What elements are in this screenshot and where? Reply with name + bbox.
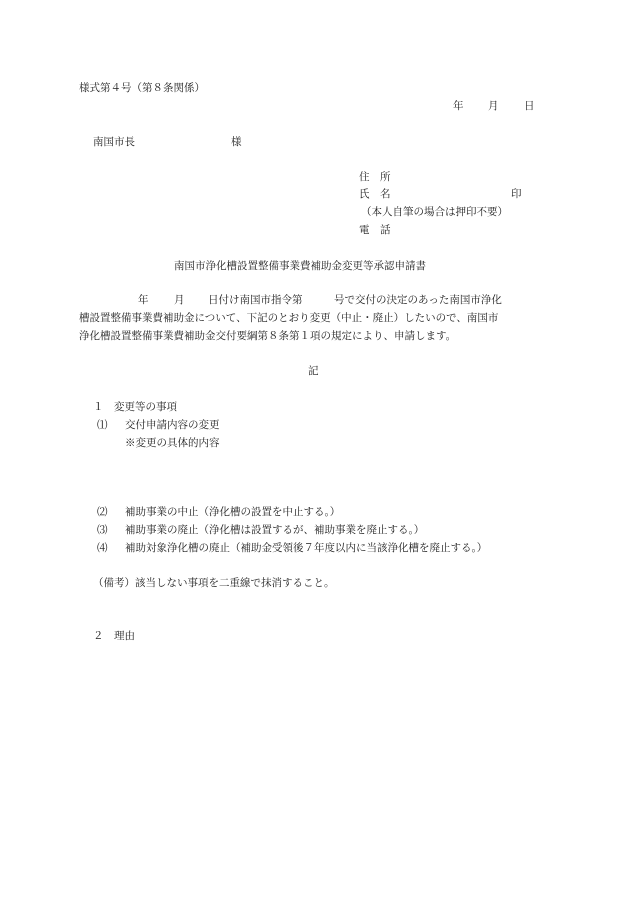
date-month: 月 [488, 100, 499, 112]
item-3-text: 補助事業の廃止（浄化槽は設置するが、補助事業を廃止する。） [125, 524, 425, 536]
item-4-num: ⑷ [97, 542, 108, 554]
item-3-num: ⑶ [97, 524, 108, 536]
section1-heading: １ 変更等の事項 [93, 401, 177, 413]
item-2-num: ⑵ [97, 506, 108, 518]
address-label: 住 所 [359, 171, 391, 183]
body-line2: 槽設置整備事業費補助金について、下記のとおり変更（中止・廃止）したいので、南国市 [79, 312, 499, 324]
form-number: 様式第４号（第８条関係） [79, 82, 205, 94]
phone-label: 電 話 [359, 224, 391, 236]
item-1-note: ※変更の具体的内容 [125, 437, 220, 449]
item-1-text: 交付申請内容の変更 [125, 419, 220, 431]
remark: （備考）該当しない事項を二重線で抹消すること。 [93, 577, 335, 589]
date-day: 日 [524, 100, 535, 112]
ki-marker: 記 [308, 365, 319, 377]
seal-mark: 印 [511, 188, 522, 200]
body-line1-end: 号で交付の決定のあった南国市浄化 [334, 294, 502, 306]
body-month: 月 [174, 294, 185, 306]
body-line1-mid: 日付け南国市指令第 [208, 294, 303, 306]
item-4-text: 補助対象浄化槽の廃止（補助金受領後７年度以内に当該浄化槽を廃止する。） [125, 542, 488, 554]
body-line3: 浄化槽設置整備事業費補助金交付要綱第８条第１項の規定により、申請します。 [79, 330, 457, 342]
document-title: 南国市浄化槽設置整備事業費補助金変更等承認申請書 [174, 260, 426, 272]
name-label: 氏 名 [359, 188, 391, 200]
body-year: 年 [138, 294, 149, 306]
item-1-num: ⑴ [97, 419, 108, 431]
item-2-text: 補助事業の中止（浄化槽の設置を中止する。） [125, 506, 341, 518]
section2-heading: ２ 理由 [93, 630, 135, 642]
seal-note: （本人自筆の場合は押印不要） [361, 206, 508, 218]
recipient-name: 南国市長 [93, 136, 135, 148]
recipient-honorific: 様 [231, 136, 242, 148]
date-year: 年 [453, 100, 464, 112]
